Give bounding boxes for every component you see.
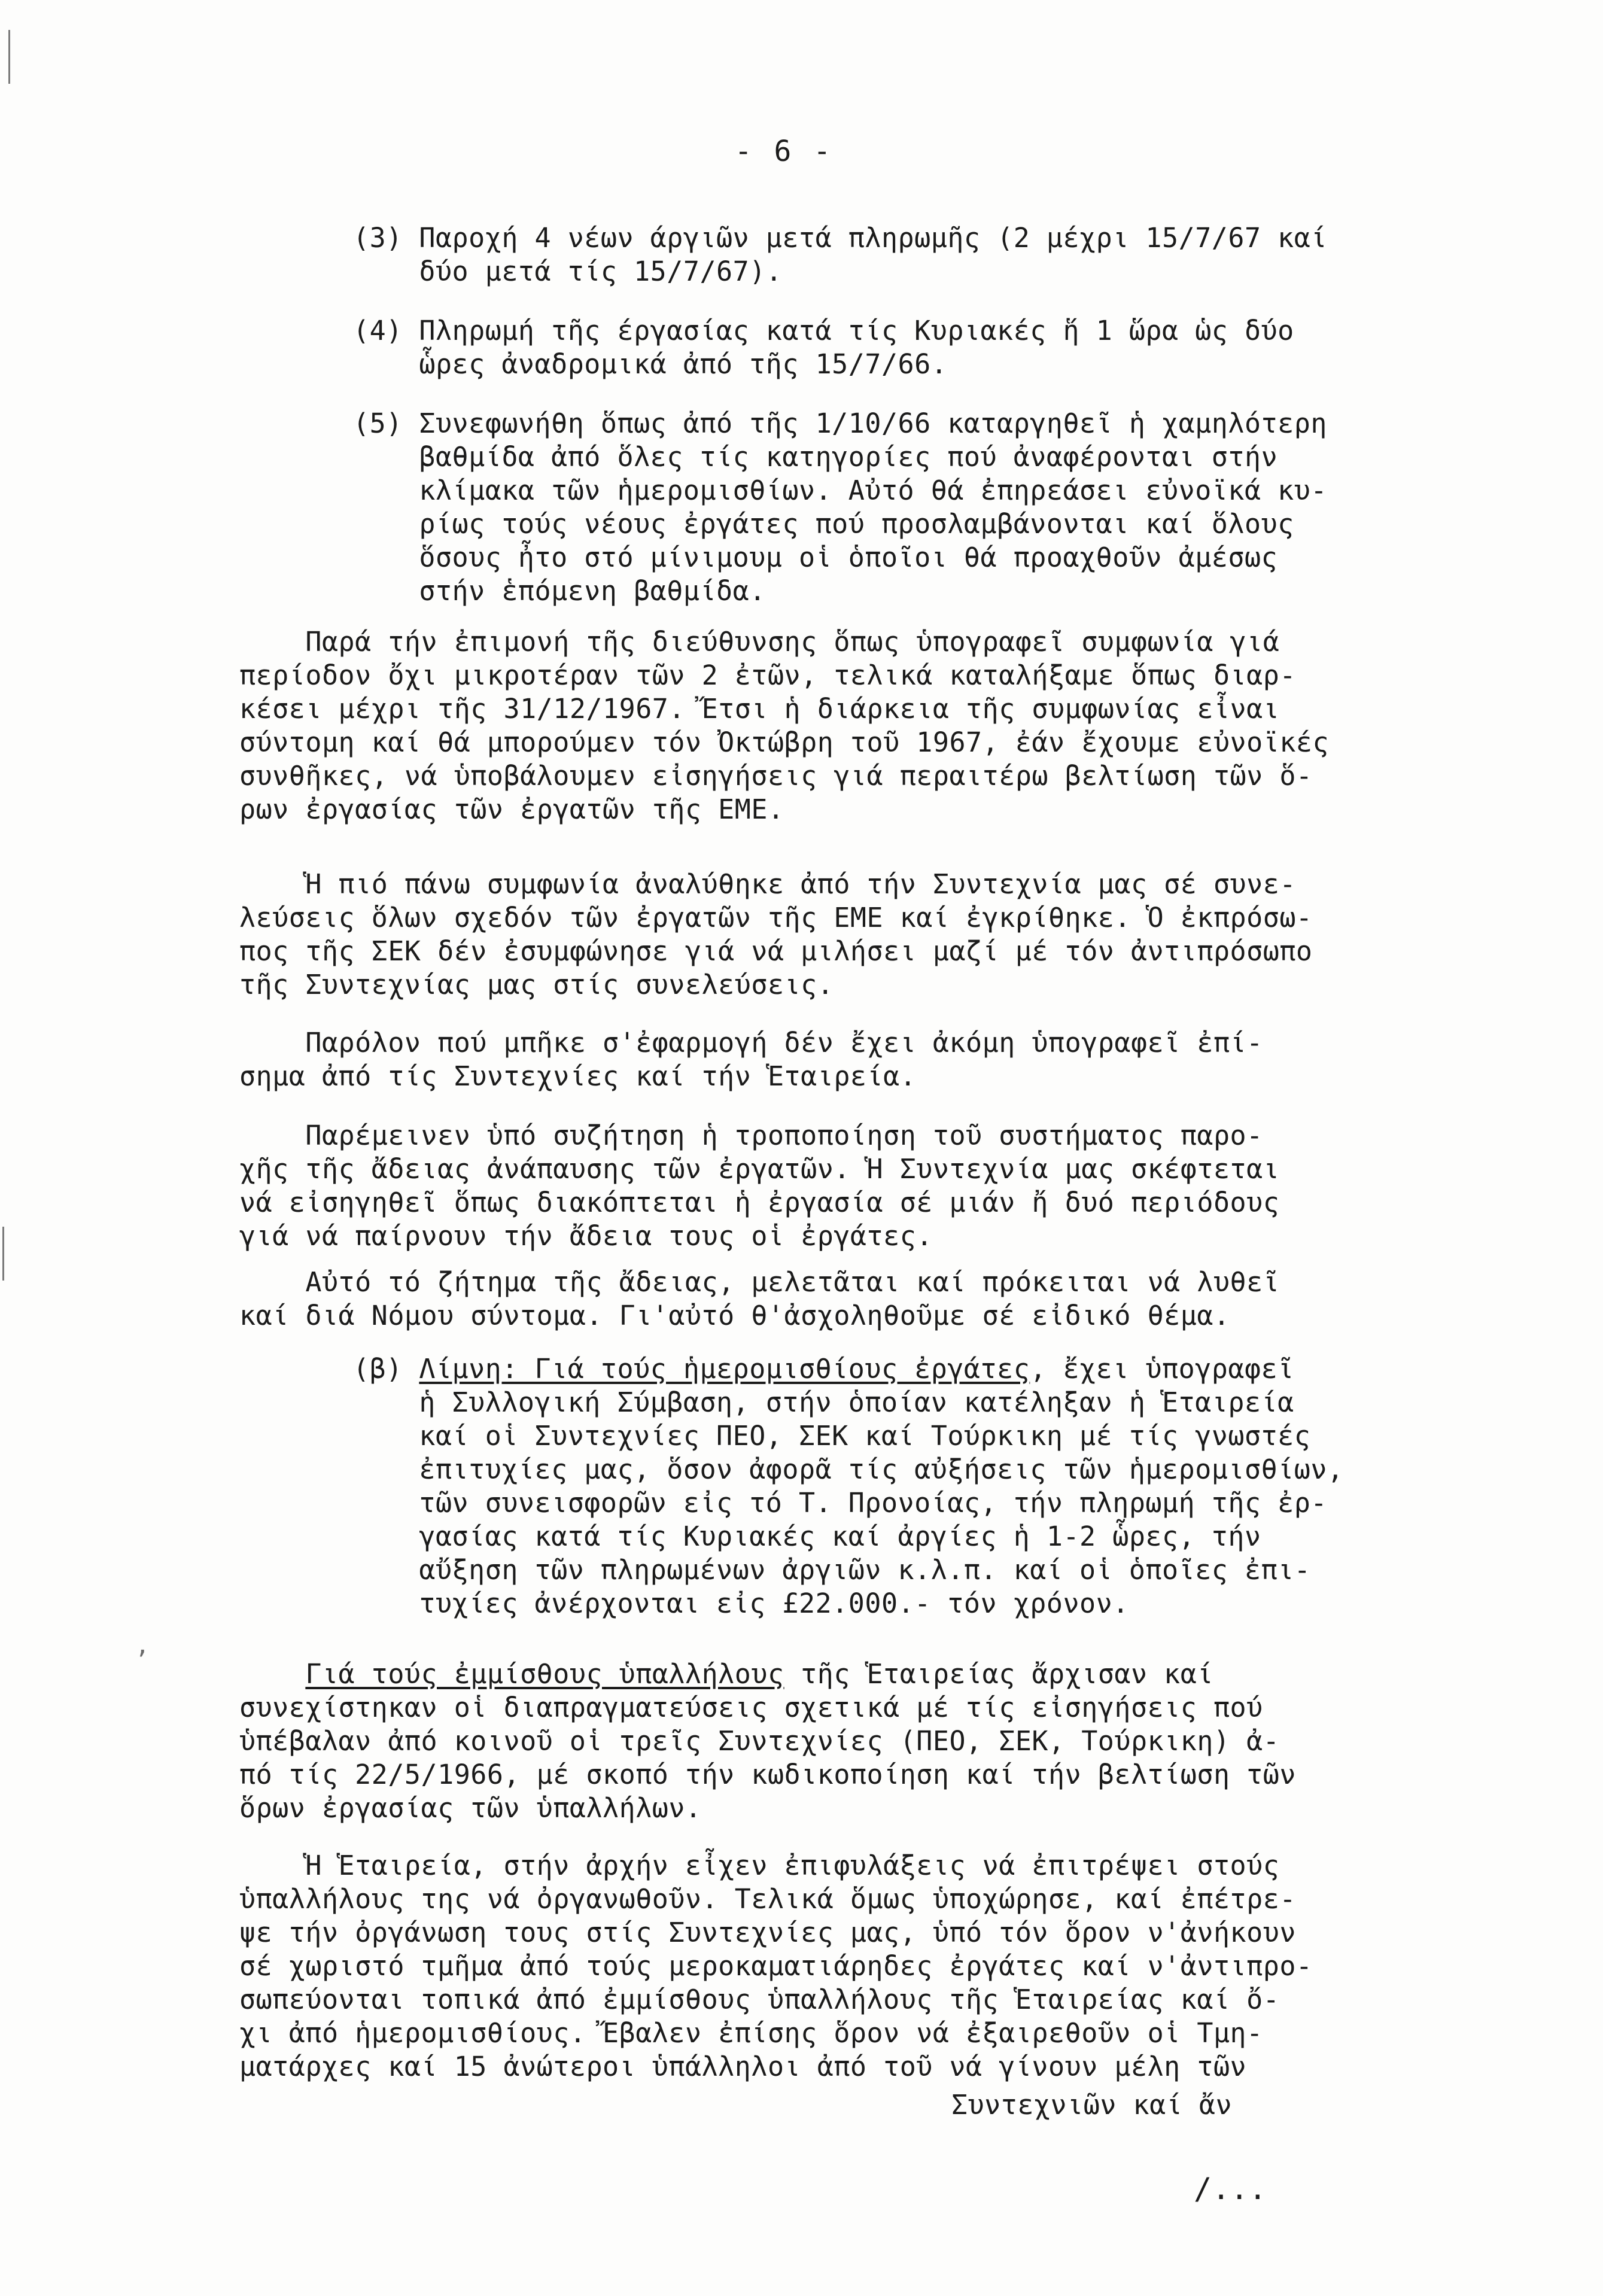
text-line: (5) Συνεφωνήθη ὅπως ἀπό τῆς 1/10/66 καταργηθεῖ ἡ χαμηλότερη: [353, 407, 1327, 439]
text-line: ἐπιτυχίες μας, ὅσον ἀφορᾶ τίς αὐξήσεις τῶν ἡμερομισθίων,: [353, 1453, 1344, 1485]
text-line: ἡ Συλλογική Σύμβαση, στήν ὁποίαν κατέληξαν ἡ Ἑταιρεία: [353, 1386, 1294, 1418]
text-line: Ἡ πιό πάνω συμφωνία ἀναλύθηκε ἀπό τήν Συντεχνία μας σέ συνε-: [239, 868, 1296, 900]
text-line: ψε τήν ὀργάνωση τους στίς Συντεχνίες μας, ὑπό τόν ὅρον ν'ἀνήκουν: [239, 1917, 1296, 1948]
text-line: σημα ἀπό τίς Συντεχνίες καί τήν Ἑταιρεία.: [239, 1060, 917, 1092]
text-line: ρων ἐργασίας τῶν ἐργατῶν τῆς ΕΜΕ.: [239, 793, 784, 825]
text-line: δύο μετά τίς 15/7/67).: [353, 256, 783, 287]
text-line: γιά νά παίρνουν τήν ἄδεια τους οἱ ἐργάτες.: [239, 1220, 933, 1252]
paragraph-continued: [951, 2088, 1232, 2122]
paragraph-law: [239, 1266, 1279, 1333]
text-line: κέσει μέχρι τῆς 31/12/1967. Ἔτσι ἡ διάρκεια τῆς συμφωνίας εἶναι: [239, 693, 1280, 725]
text-fragment: τῆς Ἑταιρείας ἄρχισαν καί: [784, 1658, 1213, 1690]
list-item-4: [353, 314, 1294, 381]
text-line: ὧρες ἀναδρομικά ἀπό τῆς 15/7/66.: [353, 348, 948, 380]
text-line: λεύσεις ὅλων σχεδόν τῶν ἐργατῶν τῆς ΕΜΕ καί ἐγκρίθηκε. Ὁ ἐκπρόσω-: [239, 902, 1313, 933]
text-line: ὑπαλλήλους της νά ὀργανωθοῦν. Τελικά ὅμως ὑποχώρησε, καί ἐπέτρε-: [239, 1883, 1296, 1915]
text-line: συνθῆκες, νά ὑποβάλουμεν εἰσηγήσεις γιά περαιτέρω βελτίωση τῶν ὅ-: [239, 760, 1313, 792]
text-line: (4) Πληρωμή τῆς έργασίας κατά τίς Κυριακές ἥ 1 ὥρα ὡς δύο: [353, 315, 1294, 346]
margin-scan-mark: ‚: [135, 1632, 150, 1659]
text-line: πος τῆς ΣΕΚ δέν ἐσυμφώνησε γιά νά μιλήσει μαζί μέ τόν ἀντιπρόσωπο: [239, 935, 1313, 967]
paragraph-leave: [239, 1119, 1279, 1253]
text-line: χι ἀπό ἡμερομισθίους. Ἔβαλεν ἐπίσης ὅρον νά ἐξαιρεθοῦν οἱ Τμη-: [239, 2017, 1263, 2049]
text-line: ρίως τούς νέους ἐργάτες πού προσλαμβάνονται καί ὅλους: [353, 508, 1294, 540]
margin-scan-line: [2, 1227, 4, 1281]
text-line: συνεχίστηκαν οἱ διαπραγματεύσεις σχετικά μέ τίς εἰσηγήσεις πού: [239, 1692, 1263, 1723]
text-line: Ἡ Ἑταιρεία, στήν ἀρχήν εἶχεν ἐπιφυλάξεις νά ἐπιτρέψει στούς: [239, 1850, 1280, 1881]
text-line: τῶν συνεισφορῶν εἰς τό Τ. Προνοίας, τήν πληρωμή τῆς ἐρ-: [353, 1487, 1327, 1519]
list-item-3: [353, 221, 1327, 288]
text-line: (3) Παροχή 4 νέων άργιῶν μετά πληρωμῆς (2 μέχρι 15/7/67 καί: [353, 222, 1327, 254]
underlined-heading: Γιά τούς ἐμμίσθους ὑπαλλήλους: [305, 1658, 784, 1690]
paragraph-agreement-duration: [239, 625, 1329, 826]
text-line: βαθμίδα ἀπό ὅλες τίς κατηγορίες πού ἀναφέρονται στήν: [353, 441, 1278, 473]
underlined-heading: Λίμνη: Γιά τούς ἡμερομισθίους ἐργάτες: [419, 1353, 1030, 1385]
text-line: ὅσους ἦτο στό μίνιμουμ οἱ ὁποῖοι θά προαχθοῦν ἀμέσως: [353, 542, 1278, 573]
text-line: στήν ἑπόμενη βαθμίδα.: [353, 575, 766, 607]
list-item-b-limni: [353, 1352, 1344, 1620]
text-line: χῆς τῆς ἄδειας ἀνάπαυσης τῶν ἐργατῶν. Ἡ Συντεχνία μας σκέφτεται: [239, 1153, 1280, 1185]
text-line: κλίμακα τῶν ἡμερομισθίων. Αὐτό θά ἐπηρεάσει εὐνοϊκά κυ-: [353, 475, 1327, 506]
text-line: Παρά τήν ἐπιμονή τῆς διεύθυνσης ὅπως ὑπογραφεῖ συμφωνία γιά: [239, 626, 1280, 658]
text-line: σέ χωριστό τμῆμα ἀπό τούς μεροκαματιάρηδες ἐργάτες καί ν'ἀντιπρο-: [239, 1950, 1313, 1982]
text-line: περίοδον ὄχι μικροτέραν τῶν 2 ἐτῶν, τελικά καταλήξαμε ὅπως διαρ-: [239, 659, 1296, 691]
text-line: [353, 1352, 1344, 1386]
paragraph-not-signed: [239, 1026, 1263, 1093]
text-line: Συντεχνιῶν καί ἄν: [951, 2089, 1233, 2121]
text-line: Αὐτό τό ζήτημα τῆς ἄδειας, μελετᾶται καί πρόκειται νά λυθεῖ: [239, 1266, 1280, 1298]
text-line: καί οἱ Συντεχνίες ΠΕΟ, ΣΕΚ καί Τούρκικη μέ τίς γνωστές: [353, 1420, 1311, 1452]
text-line: ὑπέβαλαν ἀπό κοινοῦ οἱ τρεῖς Συντεχνίες (ΠΕΟ, ΣΕΚ, Τούρκικη) ἀ-: [239, 1725, 1280, 1757]
paragraph-organize: [239, 1849, 1313, 2084]
text-line: πό τίς 22/5/1966, μέ σκοπό τήν κωδικοποίηση καί τήν βελτίωση τῶν: [239, 1759, 1296, 1790]
text-fragment: , ἔχει ὑπογραφεῖ: [1030, 1353, 1294, 1385]
text-line: τυχίες ἀνέρχονται εἰς £22.000.- τόν χρόνον.: [353, 1588, 1129, 1619]
item-prefix: (β): [353, 1353, 419, 1385]
continuation-mark: /...: [1194, 2172, 1267, 2206]
text-line: αὔξηση τῶν πληρωμένων ἀργιῶν κ.λ.π. καί οἱ ὁποῖες ἐπι-: [353, 1554, 1311, 1586]
text-indent: [239, 1658, 305, 1690]
text-line: ὅρων ἐργασίας τῶν ὑπαλλήλων.: [239, 1792, 702, 1824]
text-line: τῆς Συντεχνίας μας στίς συνελεύσεις.: [239, 969, 834, 1000]
page-number: - 6 -: [734, 135, 834, 168]
text-line: καί διά Νόμου σύντομα. Γι'αὐτό θ'ἀσχοληθοῦμε σέ εἰδικό θέμα.: [239, 1300, 1230, 1331]
paragraph-employees: [239, 1658, 1296, 1825]
text-line: ματάρχες καί 15 ἀνώτεροι ὑπάλληλοι ἀπό τοῦ νά γίνουν μέλη τῶν: [239, 2051, 1247, 2082]
margin-scan-line: [8, 30, 10, 84]
text-line: Παρέμεινεν ὑπό συζήτηση ἡ τροποποίηση τοῦ συστήματος παρο-: [239, 1120, 1263, 1151]
text-line: [239, 1658, 1296, 1691]
text-line: σωπεύονται τοπικά ἀπό ἐμμίσθους ὑπαλλήλους τῆς Ἑταιρείας καί ὄ-: [239, 1984, 1280, 2015]
text-line: σύντομη καί θά μπορούμεν τόν Ὀκτώβρη τοῦ 1967, ἐάν ἔχουμε εὐνοϊκές: [239, 726, 1330, 758]
paragraph-approval: [239, 868, 1313, 1002]
text-line: Παρόλον πού μπῆκε σ'ἐφαρμογή δέν ἔχει ἀκόμη ὑπογραφεῖ ἐπί-: [239, 1027, 1263, 1059]
list-item-5: [353, 407, 1327, 608]
text-line: γασίας κατά τίς Κυριακές καί ἀργίες ἡ 1-2 ὧρες, τήν: [353, 1520, 1261, 1552]
text-line: νά εἰσηγηθεῖ ὅπως διακόπτεται ἡ ἐργασία σέ μιάν ἤ δυό περιόδους: [239, 1187, 1280, 1218]
